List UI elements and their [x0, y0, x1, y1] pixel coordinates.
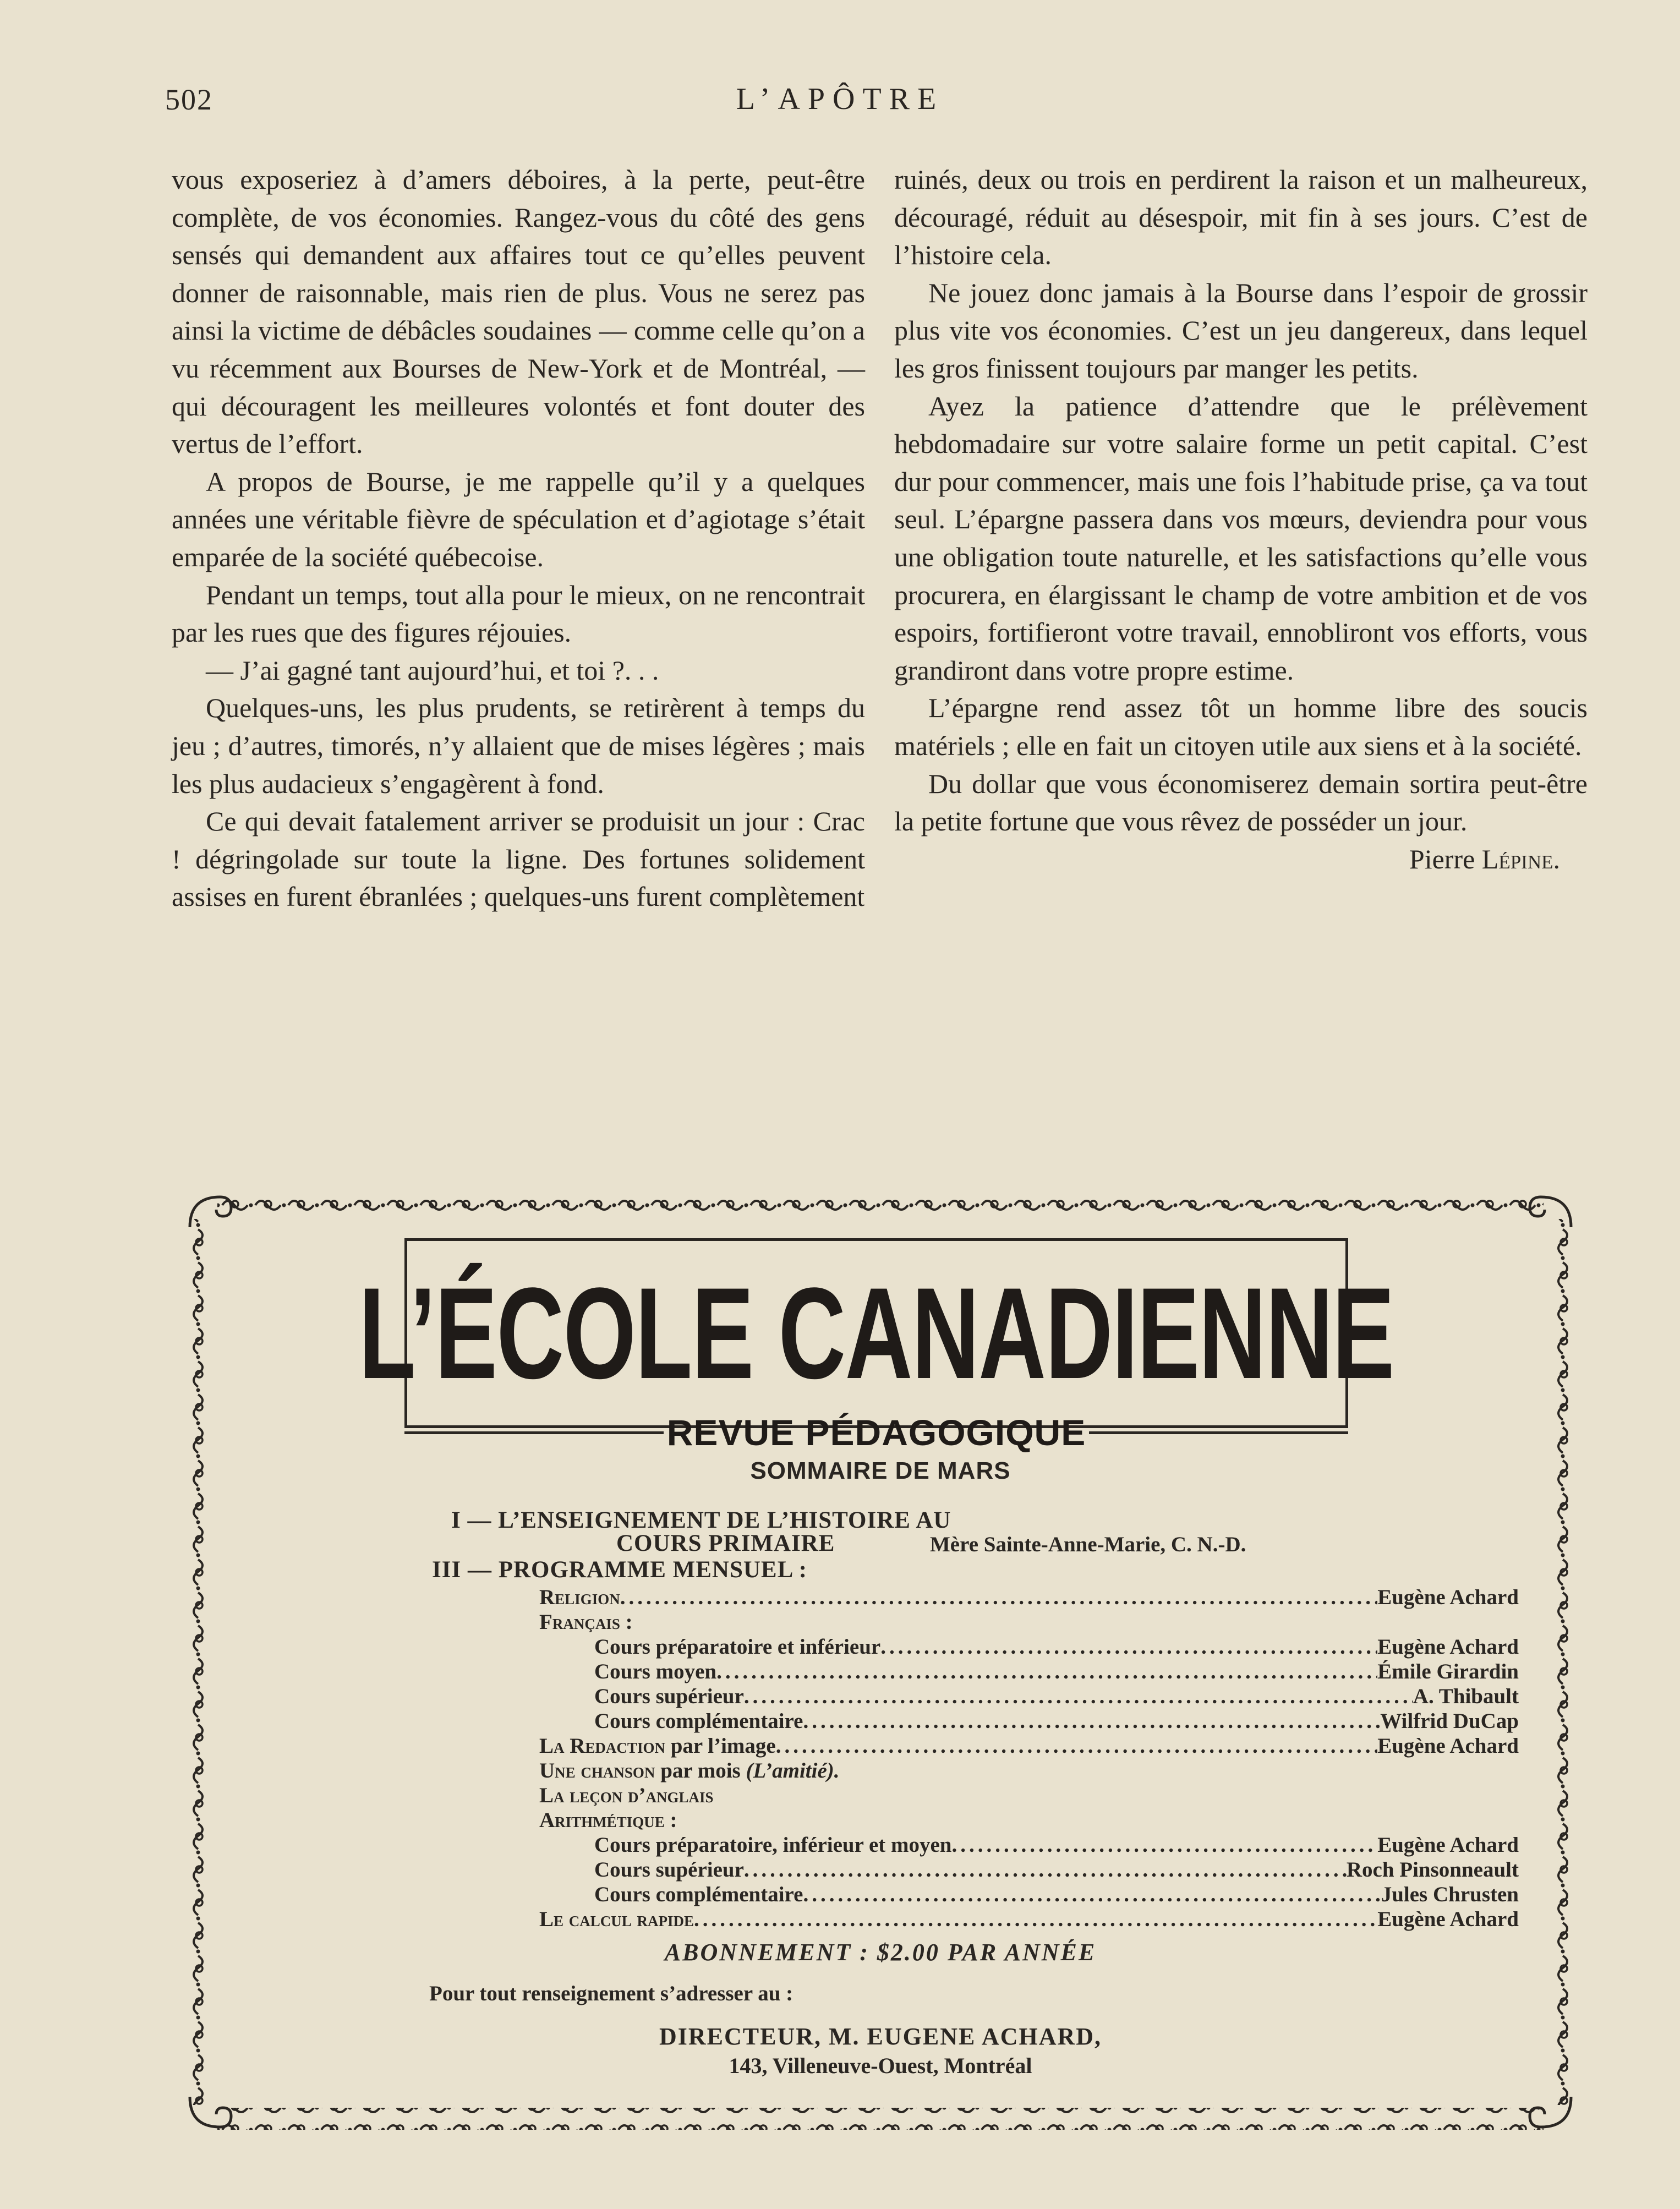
- paragraph: A propos de Bourse, je me rappelle qu’il y a quelques années une véritable fièvre de spéculation et d’agiotage s’était emparée de la société québecoise.: [172, 466, 865, 572]
- toc-row: [594, 1634, 1519, 1659]
- toc-label-rest: par l’image: [670, 1734, 776, 1758]
- toc-label-rest: par mois: [660, 1759, 741, 1782]
- song-title: (L’amitié).: [746, 1759, 840, 1782]
- toc-label: Cours supérieur: [594, 1858, 744, 1882]
- masthead-box: [358, 1238, 1394, 1428]
- paragraph: Ne jouez donc jamais à la Bourse dans l’espoir de grossir plus vite vos économies. C’est un jeu dangereux, dans lequel les gros finissent toujours par manger les petits.: [894, 277, 1588, 384]
- toc-row: [594, 1882, 1519, 1907]
- advertisement: [187, 1194, 1574, 2130]
- address: 143, Villeneuve-Ouest, Montréal: [729, 2053, 1032, 2078]
- right-column: [894, 161, 1588, 878]
- toc-row: [594, 1709, 1519, 1734]
- toc-author: A. Thibault: [1413, 1685, 1519, 1708]
- toc-author: Émile Girardin: [1377, 1660, 1519, 1683]
- contents-item-1-author: Mère Sainte-Anne-Marie, C. N.-D.: [930, 1533, 1246, 1556]
- toc-row-anglais: La leçon d’anglais: [539, 1784, 714, 1807]
- toc-row-calcul: [539, 1907, 1519, 1932]
- contents-item-3: III — PROGRAMME MENSUEL :: [432, 1557, 807, 1583]
- toc-label: Cours complémentaire: [594, 1709, 803, 1733]
- paragraph: Pendant un temps, tout alla pour le mieux, on ne rencontrait par les rues que des figures réjouies.: [172, 579, 865, 648]
- toc-author: Eugène Achard: [1377, 1833, 1519, 1857]
- divider: [404, 1431, 664, 1434]
- toc-label: Cours supérieur: [594, 1685, 744, 1708]
- paragraph: Ce qui devait fatalement arriver se produisit un jour : Crac ! dégringolade sur toute la ligne. Des fortunes solidement assises en furent ébranlées ; quelques-uns furent complètement: [172, 806, 865, 912]
- toc-row: [594, 1857, 1519, 1882]
- divider: [1089, 1431, 1348, 1434]
- toc-label: Cours préparatoire, inférieur et moyen: [594, 1833, 952, 1857]
- author-first-name: Pierre: [1409, 843, 1475, 874]
- contents-item-1-cont: COURS PRIMAIRE: [616, 1530, 835, 1556]
- author-signature: [894, 840, 1588, 878]
- toc-author: Wilfrid DuCap: [1380, 1709, 1519, 1733]
- paragraph: — J’ai gagné tant aujourd’hui, et toi ?. . .: [206, 654, 659, 686]
- toc-author: Eugène Achard: [1377, 1734, 1519, 1758]
- director-name: DIRECTEUR, M. EUGENE ACHARD,: [659, 2023, 1102, 2050]
- toc-label: Religion: [539, 1585, 620, 1609]
- toc-row-redaction: [539, 1734, 1519, 1758]
- toc-author: Eugène Achard: [1377, 1907, 1519, 1931]
- running-title: L’APÔTRE: [736, 82, 944, 116]
- toc-label: Cours préparatoire et inférieur: [594, 1635, 881, 1659]
- toc-label: Cours moyen: [594, 1660, 717, 1683]
- subscription-price: ABONNEMENT : $2.00 PAR ANNÉE: [664, 1939, 1097, 1966]
- paragraph: vous exposeriez à d’amers déboires, à la perte, peut-être complète, de vos économies. Rangez-vous du côté des gens sensés qui demandent aux affaires tout ce qu’elles peuvent donner de raisonnable, mais rien de plus. Vous ne serez pas ainsi la victime de débâcles soudaines — comme celle qu’on a vu récemment aux Bourses de New-York et de Montréal, — qui découragent les meilleures volontés et font douter des vertus de l’effort.: [172, 164, 865, 460]
- paragraph: Quelques-uns, les plus prudents, se retirèrent à temps du jeu ; d’autres, timorés, n’y allaient que de mises légères ; mais les plus audacieux s’engagèrent à fond.: [172, 692, 865, 799]
- masthead-subtitle: REVUE PÉDAGOGIQUE: [666, 1412, 1086, 1453]
- toc-row: [594, 1833, 1519, 1857]
- masthead-title: L’ÉCOLE CANADIENNE: [358, 1260, 1394, 1406]
- toc-row-chanson: [539, 1758, 840, 1783]
- author-last-name: Lépine.: [1481, 843, 1560, 874]
- toc-author: Roch Pinsonneault: [1346, 1858, 1519, 1882]
- page-number: 502: [165, 83, 213, 116]
- toc-author: Eugène Achard: [1377, 1635, 1519, 1659]
- toc-row: [594, 1684, 1519, 1709]
- subtitle-row: [404, 1408, 1348, 1457]
- contact-intro: Pour tout renseignement s’adresser au :: [429, 1982, 794, 2005]
- toc-row-religion: [539, 1585, 1519, 1610]
- toc-row: [594, 1659, 1519, 1684]
- paragraph: ruinés, deux ou trois en perdirent la raison et un malheureux, découragé, réduit au désespoir, mit fin à ses jours. C’est de l’histoire cela.: [894, 164, 1588, 271]
- paragraph: L’épargne rend assez tôt un homme libre des soucis matériels ; elle en fait un citoyen utile aux siens et à la société.: [894, 692, 1588, 761]
- toc-label: La Redaction: [539, 1734, 665, 1758]
- toc-author: Jules Chrusten: [1381, 1883, 1519, 1906]
- toc-label: Une chanson: [539, 1759, 655, 1782]
- toc-heading-francais: Français :: [539, 1610, 633, 1634]
- contents-item-1: I — L’ENSEIGNEMENT DE L’HISTOIRE AU: [451, 1507, 951, 1533]
- paragraph: Du dollar que vous économiserez demain sortira peut-être la petite fortune que vous rêvez de posséder un jour.: [894, 768, 1588, 837]
- toc-heading-arithmetique: Arithmétique :: [539, 1808, 677, 1832]
- contents-heading: SOMMAIRE DE MARS: [750, 1457, 1011, 1484]
- paragraph: Ayez la patience d’attendre que le prélèvement hebdomadaire sur votre salaire forme un petit capital. C’est dur pour commencer, mais une fois l’habitude prise, ça va tout seul. L’épargne passera dans vos mœurs, deviendra pour vous une obligation toute naturelle, et les satisfactions qu’elle vous procurera, en élargissant le champ de votre ambition et de vos espoirs, fortifieront votre travail, ennobliront vos efforts, vous grandiront dans votre propre estime.: [894, 390, 1588, 686]
- toc-author: Eugène Achard: [1377, 1585, 1519, 1609]
- left-column: [172, 161, 865, 916]
- toc-label: Le calcul rapide: [539, 1907, 694, 1931]
- toc-label: Cours complémentaire: [594, 1883, 803, 1906]
